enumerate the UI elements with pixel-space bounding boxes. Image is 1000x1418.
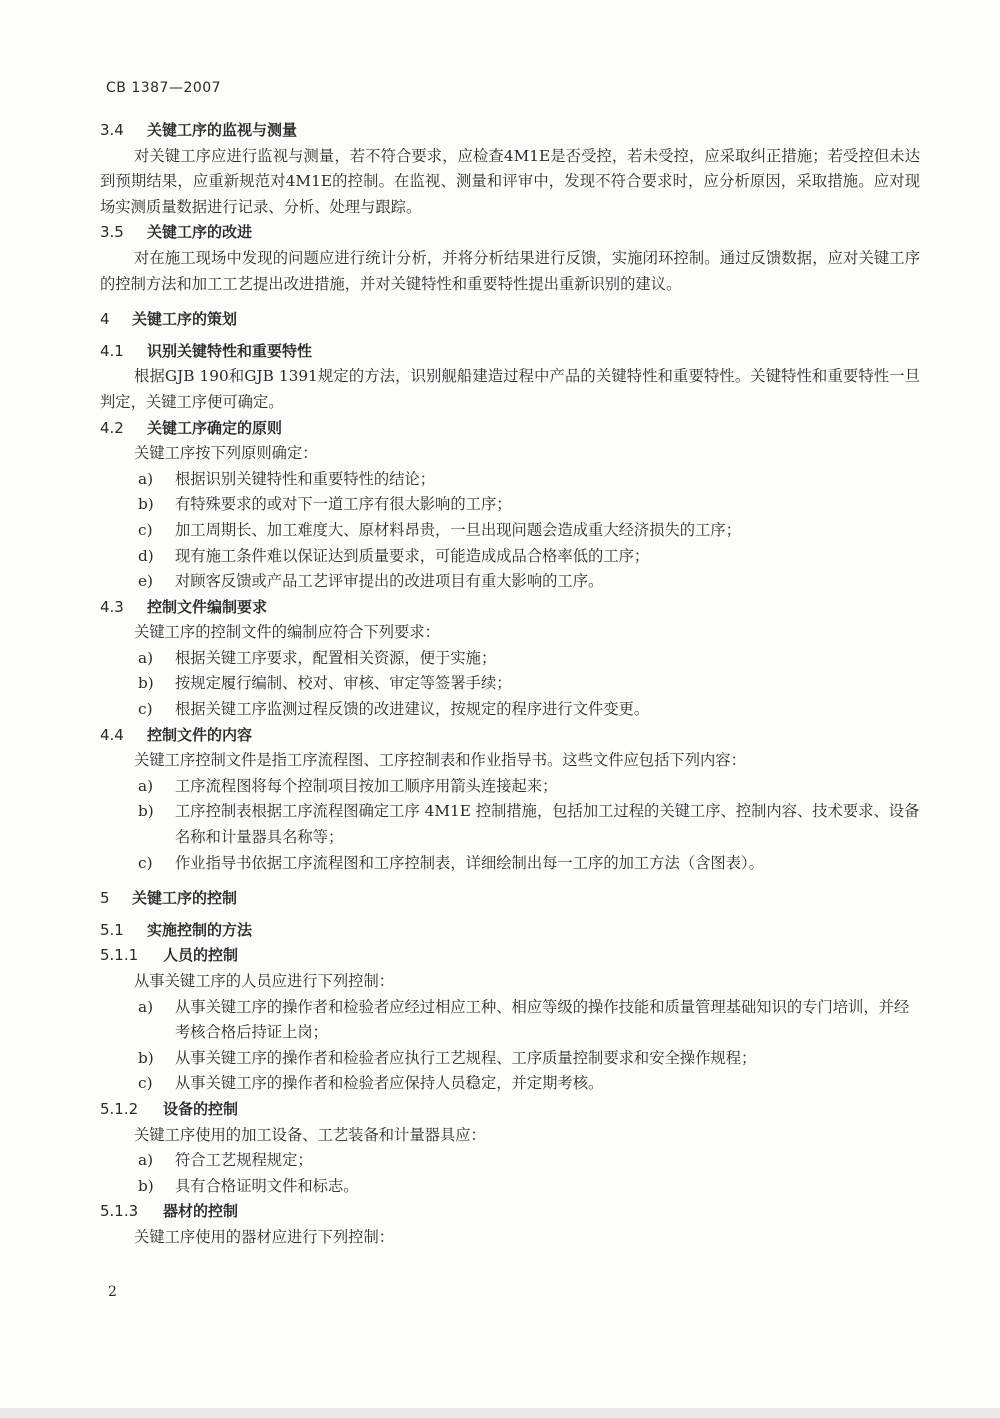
section-title: 实施控制的方法 (147, 920, 253, 939)
section-heading (100, 339, 920, 365)
document-body (100, 118, 920, 1251)
list-marker: a) (138, 776, 154, 795)
list-marker: d) (138, 546, 154, 565)
list-item-text: 从事关键工序的操作者和检验者应经过相应工种、相应等级的操作技能和质量管理基础知识的专门培训，并经考核合格后持证上岗； (175, 997, 910, 1042)
list-item-text: 从事关键工序的操作者和检验者应执行工艺规程、工序质量控制要求和安全操作规程； (175, 1048, 757, 1067)
list-item (100, 492, 920, 518)
list-item (100, 671, 920, 697)
section-heading (100, 595, 920, 621)
list-item (100, 518, 920, 544)
section-title: 关键工序确定的原则 (147, 418, 283, 437)
list-intro: 关键工序控制文件是指工序流程图、工序控制表和作业指导书。这些文件应包括下列内容： (134, 751, 746, 770)
section-heading (100, 220, 920, 246)
section-title: 关键工序的监视与测量 (147, 121, 298, 139)
list-marker: b) (138, 1176, 154, 1195)
section-number: 5.1.2 (100, 1099, 139, 1118)
section-title: 识别关键特性和重要特性 (147, 341, 313, 360)
section-title: 控制文件的内容 (147, 725, 253, 744)
section-heading (100, 307, 920, 333)
section-heading (100, 918, 920, 944)
section-title: 关键工序的策划 (132, 310, 238, 329)
page-bottom-edge (0, 1408, 1000, 1418)
list-item-text: 作业指导书依据工序流程图和工序控制表，详细绘制出每一工序的加工方法（含图表）。 (175, 853, 764, 872)
document-id: CB 1387—2007 (106, 80, 222, 96)
list-marker: a) (138, 469, 154, 488)
list-item (100, 799, 920, 850)
list-item-text: 加工周期长、加工难度大、原材料昂贵，一旦出现问题会造成重大经济损失的工序； (175, 520, 741, 539)
section-number: 4.2 (100, 418, 124, 437)
page-number: 2 (108, 1284, 117, 1300)
list-item-text: 具有合格证明文件和标志。 (175, 1176, 359, 1195)
list-item-text: 根据关键工序监测过程反馈的改进建议，按规定的程序进行文件变更。 (175, 700, 650, 719)
list-item-text: 符合工艺规程规定； (175, 1151, 313, 1170)
list-item (100, 646, 920, 672)
list-marker: e) (138, 572, 154, 591)
list-item (100, 467, 920, 493)
section-number: 5.1.1 (100, 946, 139, 965)
section-heading (100, 723, 920, 749)
section-number: 3.4 (100, 121, 124, 139)
list-item-text: 工序流程图将每个控制项目按加工顺序用箭头连接起来； (175, 776, 558, 795)
list-item (100, 1046, 920, 1072)
list-marker: b) (138, 674, 154, 693)
section-number: 3.5 (100, 223, 124, 242)
list-marker: c) (138, 853, 153, 872)
section-title: 关键工序的改进 (147, 223, 253, 242)
list-marker: b) (138, 495, 154, 514)
list-marker: b) (138, 802, 154, 821)
list-item (100, 697, 920, 723)
section-title: 设备的控制 (163, 1099, 239, 1118)
section-number: 4.3 (100, 597, 124, 616)
section-number: 5 (100, 889, 110, 908)
list-item (100, 544, 920, 570)
list-item (100, 774, 920, 800)
list-item-text: 按规定履行编制、校对、审核、审定等签署手续； (175, 674, 512, 693)
list-marker: c) (138, 700, 153, 719)
section-heading (100, 118, 920, 144)
list-intro: 关键工序使用的加工设备、工艺装备和计量器具应： (134, 1125, 486, 1144)
list-item (100, 995, 920, 1046)
list-item (100, 569, 920, 595)
list-marker: c) (138, 520, 153, 539)
list-item (100, 1148, 920, 1174)
list-intro: 从事关键工序的人员应进行下列控制： (134, 972, 395, 990)
list-marker: b) (138, 1048, 154, 1067)
list-marker: a) (138, 997, 154, 1016)
section-number: 4 (100, 310, 110, 329)
section-heading (100, 1097, 920, 1123)
section-heading (100, 416, 920, 442)
section-title: 人员的控制 (163, 946, 239, 965)
section-title: 关键工序的控制 (132, 889, 238, 908)
section-number: 4.4 (100, 725, 124, 744)
section-heading (100, 886, 920, 912)
list-item-text: 现有施工条件难以保证达到质量要求，可能造成成品合格率低的工序； (175, 546, 650, 565)
list-marker: a) (138, 1151, 154, 1170)
section-number: 5.1 (100, 920, 124, 939)
paragraph: 对在施工现场中发现的问题应进行统计分析，并将分析结果进行反馈，实施闭环控制。通过反馈数据，应对关键工序的控制方法和加工工艺提出改进措施，并对关键特性和重要特性提出重新识别的建议。 (100, 248, 920, 293)
paragraph: 根据GJB 190和GJB 1391规定的方法，识别舰船建造过程中产品的关键特性和重要特性。关键特性和重要特性一旦判定，关键工序便可确定。 (100, 367, 920, 411)
list-item-text: 对顾客反馈或产品工艺评审提出的改进项目有重大影响的工序。 (175, 572, 604, 591)
section-title: 器材的控制 (163, 1202, 239, 1221)
list-marker: c) (138, 1074, 153, 1093)
section-number: 5.1.3 (100, 1202, 139, 1221)
list-intro: 关键工序的控制文件的编制应符合下列要求： (134, 623, 440, 642)
list-item-text: 有特殊要求的或对下一道工序有很大影响的工序； (175, 495, 512, 514)
list-item-text: 工序控制表根据工序流程图确定工序 4M1E 控制措施，包括加工过程的关键工序、控制内容、技术要求、设备名称和计量器具名称等； (175, 802, 920, 847)
list-marker: a) (138, 648, 154, 667)
section-title: 控制文件编制要求 (147, 597, 268, 616)
list-item (100, 1071, 920, 1097)
list-intro: 关键工序使用的器材应进行下列控制： (134, 1227, 395, 1246)
list-item (100, 851, 920, 877)
list-item-text: 从事关键工序的操作者和检验者应保持人员稳定，并定期考核。 (175, 1074, 604, 1093)
section-number: 4.1 (100, 341, 124, 360)
list-item-text: 根据识别关键特性和重要特性的结论； (175, 469, 436, 488)
paragraph: 对关键工序应进行监视与测量，若不符合要求，应检查4M1E是否受控，若未受控，应采取纠正措施；若受控但未达到预期结果，应重新规范对4M1E的控制。在监视、测量和评审中，发现不符合要求时，应分析原因，采取措施。应对现场实测质量数据进行记录、分析、处理与跟踪。 (100, 146, 920, 216)
list-intro: 关键工序按下列原则确定： (134, 444, 318, 463)
section-heading (100, 1199, 920, 1225)
list-item (100, 1174, 920, 1200)
list-item-text: 根据关键工序要求，配置相关资源，便于实施； (175, 648, 497, 667)
section-heading (100, 943, 920, 969)
